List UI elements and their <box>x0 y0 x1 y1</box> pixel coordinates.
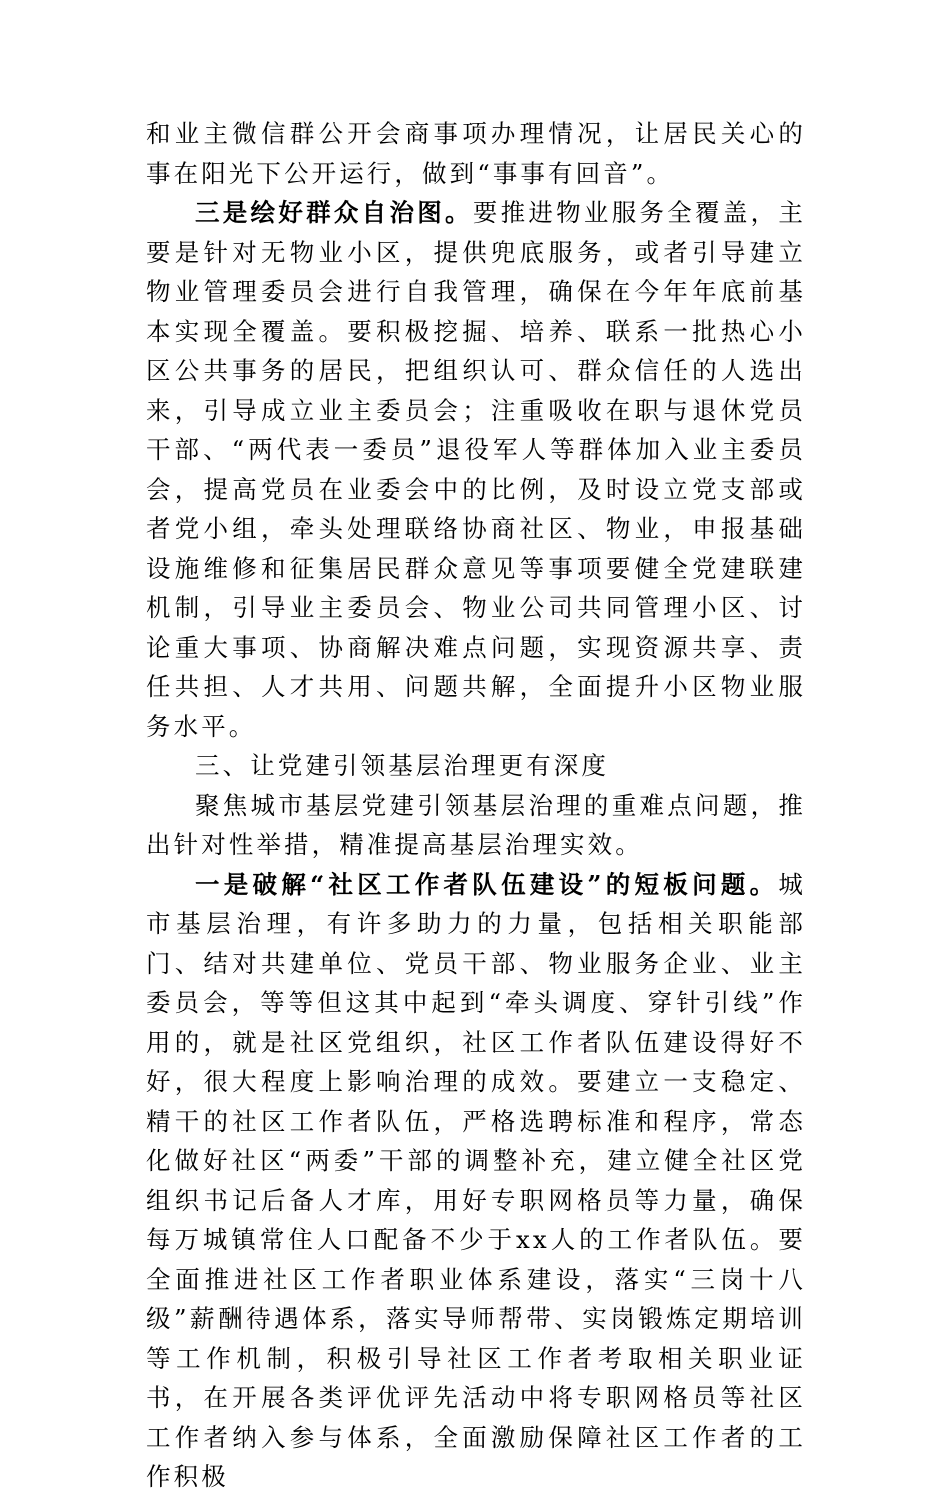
paragraph-text: 要推进物业服务全覆盖，主要是针对无物业小区，提供兜底服务，或者引导建立物业管理委员会进行自我管理，确保在今年年底前基本实现全覆盖。要积极挖掘、培养、联系一批热心小区公共事务的居民，把组织认可、群众信任的人选出来，引导成立业主委员会；注重吸收在职与退休党员干部、“两代表一委员”退役军人等群体加入业主委员会，提高党员在业委会中的比例，及时设立党支部或者党小组，牵头处理联络协商社区、物业，申报基础设施维修和征集居民群众意见等事项要健全党建联建机制，引导业主委员会、物业公司共同管理小区、讨论重大事项、协商解决难点问题，实现资源共享、责任共担、人才共用、问题共解，全面提升小区物业服务水平。 <box>146 198 806 741</box>
paragraph-intro <box>146 786 806 865</box>
paragraph-continuation <box>146 114 806 193</box>
paragraph-text: 聚焦城市基层党建引领基层治理的重难点问题，推出针对性举措，精准提高基层治理实效。 <box>146 790 806 859</box>
paragraph-text: 城市基层治理，有许多助力的力量，包括相关职能部门、结对共建单位、党员干部、物业服务企业、业主委员会，等等但这其中起到“牵头调度、穿针引线”作用的，就是社区党组织，社区工作者队伍建设得好不好，很大程度上影响治理的成效。要建立一支稳定、精干的社区工作者队伍，严格选聘标准和程序，常态化做好社区“两委”干部的调整补充，建立健全社区党组织书记后备人才库，用好专职网格员等力量，确保每万城镇常住人口配备不少于xx人的工作者队伍。要全面推进社区工作者职业体系建设，落实“三岗十八级”薪酬待遇体系，落实导师帮带、实岗锻炼定期培训等工作机制，积极引导社区工作者考取相关职业证书，在开展各类评优评先活动中将专职网格员等社区工作者纳入参与体系，全面激励保障社区工作者的工作积极 <box>146 869 806 1491</box>
paragraph-community-workers <box>146 865 806 1497</box>
paragraph-lead: 一是破解“社区工作者队伍建设”的短板问题。 <box>195 869 779 899</box>
paragraph-lead: 三是绘好群众自治图。 <box>195 198 473 227</box>
section-heading: 三、让党建引领基层治理更有深度 <box>195 751 609 780</box>
paragraph-text: 和业主微信群公开会商事项办理情况，让居民关心的事在阳光下公开运行，做到“事事有回音”。 <box>146 119 806 188</box>
document-body <box>146 114 806 1497</box>
paragraph-self-governance <box>146 193 806 746</box>
